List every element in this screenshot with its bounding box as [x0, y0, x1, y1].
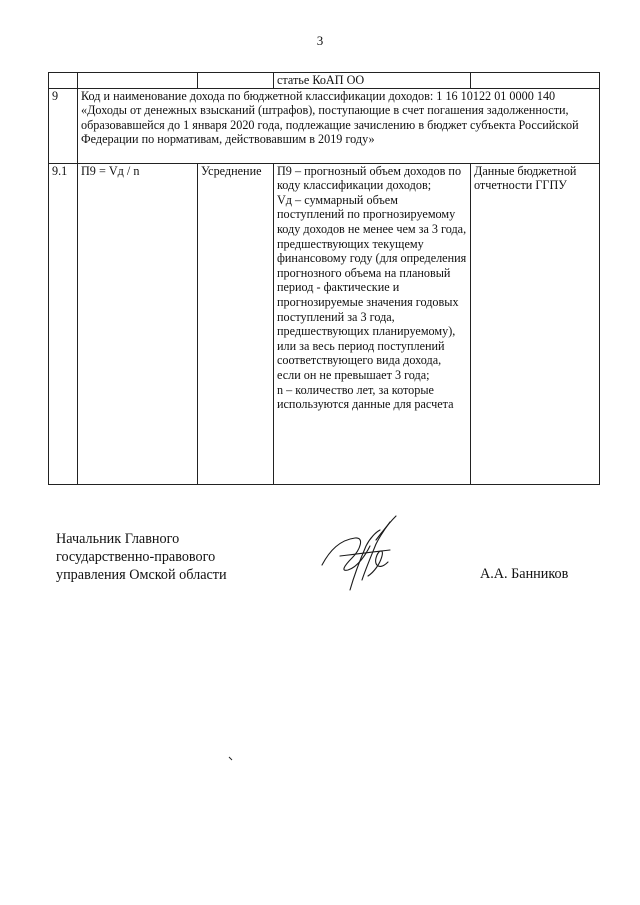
section-heading: Код и наименование дохода по бюджетной классификации доходов: 1 16 10122 01 0000 140 «Доходы от денежных взысканий (штрафов), поступающие в счет погашения задолженности, образовавшейся до 1 января 2020 года, подлежащие зачислению в бюджет субъекта Российской Федерации по нормативам, действовавшим в 2019 году» [78, 88, 600, 163]
cell-method [198, 73, 274, 89]
signatory-title-line: Начальник Главного [56, 531, 180, 547]
signatory-title-line: управления Омской области [56, 567, 227, 583]
row-formula: П9 = Vд / n [78, 163, 198, 484]
row-method: Усреднение [198, 163, 274, 484]
handwritten-signature [310, 510, 410, 600]
signatory-name: А.А. Банников [480, 566, 569, 582]
description-line: n – количество лет, за которые используются данные для расчета [277, 382, 454, 412]
signatory-title-line: государственно-правового [56, 549, 216, 565]
description-line: Vд – суммарный объем поступлений по прогнозируемому коду доходов не менее чем за 3 года, предшествующих текущему финансовому году (для определения прогнозного объема на плановый период - фактические и прогнозируемые значения годовых поступлений за 3 года, предшествующих планируемому), или за весь период поступлений соответствующего вида дохода, если он не превышает 3 года; [277, 192, 467, 382]
cell-source [471, 73, 600, 89]
row-num: 9.1 [49, 163, 78, 484]
cell-formula [78, 73, 198, 89]
table-row-section [49, 88, 600, 163]
cell-num [49, 73, 78, 89]
row-description [274, 163, 471, 484]
page-number: 3 [316, 33, 324, 48]
scan-mark [228, 756, 234, 762]
row-source: Данные бюджетной отчетности ГГПУ [471, 163, 600, 484]
table-row-continuation [49, 73, 600, 89]
table-row-detail [49, 163, 600, 484]
cell-description: статье КоАП ОО [274, 73, 471, 89]
budget-table [48, 72, 600, 485]
section-num: 9 [49, 88, 78, 163]
description-line: П9 – прогнозный объем доходов по коду классификации доходов; [277, 163, 462, 193]
signatory-title [56, 530, 227, 584]
